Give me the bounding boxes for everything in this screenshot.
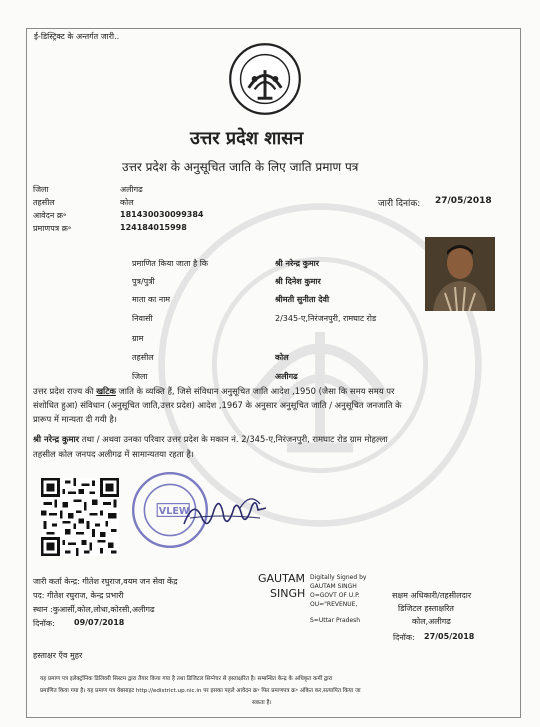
application-number-label: आवेदन क्र॰	[33, 211, 67, 220]
caste-paragraph-suffix: जाति के व्यक्ति हैं, जिसे संविधान अनुसूचित जाति आदेश ,1950 (जैसा कि समय समय पर	[115, 386, 395, 396]
signature-seal-label: हस्ताक्षर एँव मुहर	[33, 651, 83, 660]
applicant-photo	[425, 237, 495, 311]
caste-paragraph-line-3: प्रारूप में मान्यता दी गयी है।	[33, 414, 117, 424]
person-district-label: जिला	[132, 372, 148, 381]
person-district-value: अलीगढ	[275, 372, 298, 381]
district-label: जिला	[33, 185, 49, 194]
residence-person-name: श्री नरेन्द्र कुमार	[33, 434, 80, 444]
caste-paragraph-line-2: संशोधित हुआ) संविधान (अनुसूचित जाति,उत्तर प्रदेश) आदेश ,1967 के अनुसार अनुसूचित जाति / अनुसूचित जनजाति के	[33, 400, 402, 410]
authority-date-value: 27/05/2018	[424, 632, 475, 641]
caste-name: खटिक	[96, 386, 116, 396]
signature-detail-4: OU="REVENUE,	[310, 601, 358, 608]
footer-line-1: यह प्रमाण पत्र इलेक्ट्रॉनिक डिलिवरी सिस्टम द्वारा तैयार किया गया है तथा डिजिटल सिग्नेचर से हस्ताक्षरित है। सम्बन्धित केन्द्र के अधिकृत कर्मी द्वारा	[40, 676, 333, 682]
stamp-text: VLEW	[158, 506, 190, 517]
issue-date-label: जारी दिनांक:	[378, 199, 421, 209]
issuer-center: जारी कर्ता केन्द्र: गीतेश रघुराज,वयम जन सेवा केंद्र	[33, 577, 178, 586]
residence-paragraph-line-1	[33, 434, 388, 445]
caste-paragraph-line-1	[33, 386, 394, 397]
signer-name-line-2: SINGH	[270, 587, 306, 600]
certified-name: श्री नरेन्द्र कुमार	[275, 259, 320, 268]
person-tehsil-value: कोल	[275, 353, 289, 362]
person-tehsil-label: तहसील	[132, 353, 154, 362]
mother-label: माता का नाम	[132, 295, 171, 304]
village-label: ग्राम	[132, 334, 144, 343]
signature-detail-3: O=GOVT OF U.P.	[310, 592, 360, 599]
up-government-emblem	[228, 42, 302, 116]
residence-paragraph-text: तथा / अथवा उनका परिवार उत्तर प्रदेश के मकान नं. 2/345-ए,निरंजनपुरी, रामघाट रोड ग्राम मोहल्ला	[79, 434, 388, 444]
certificate-number-value: 124184015998	[120, 223, 187, 232]
handwritten-signature	[180, 488, 270, 536]
signature-detail-5: S=Uttar Pradesh	[310, 617, 361, 624]
resident-label: निवासी	[132, 314, 153, 323]
application-number-value: 181430030099384	[120, 210, 204, 219]
authority-location: कोल,अलीगढ	[412, 617, 451, 626]
page-subtitle: उत्तर प्रदेश के अनुसूचित जाति के लिए जाति प्रमाण पत्र	[122, 160, 359, 174]
resident-value: 2/345-ए,निरंजनपुरी, रामघाट रोड	[275, 314, 377, 323]
parent-name: श्री दिनेश कुमार	[275, 277, 321, 286]
tehsil-value: कोल	[120, 198, 134, 207]
signer-name-line-1: GAUTAM	[258, 572, 305, 585]
signature-detail-2: GAUTAM SINGH	[310, 583, 357, 590]
caste-paragraph-prefix: उत्तर प्रदेश राज्य की	[33, 386, 97, 396]
certificate-number-label: प्रमाणपत्र क्र॰	[33, 224, 72, 233]
mother-name: श्रीमती सुनीता देवी	[275, 295, 330, 304]
issuer-place: स्थान :कुआर्सी,कोल,लोधा,कोरसी,अलीगढ	[33, 605, 155, 614]
issuer-date-value: 09/07/2018	[74, 618, 125, 627]
certified-label: प्रमाणित किया जाता है कि	[132, 259, 209, 268]
district-value: अलीगढ	[120, 185, 143, 194]
parent-label: पुत्र/पुत्री	[132, 277, 155, 286]
issue-date-value: 27/05/2018	[435, 196, 492, 206]
authority-date-label: दिनॉक:	[393, 633, 415, 642]
issuer-post: पद: गीतेश रघुराज, केन्द्र प्रभारी	[33, 591, 124, 600]
authority-title: सक्षम अधिकारी/तहसीलदार	[392, 591, 472, 600]
authority-digital-signed: डिजिटल हस्ताक्षरित	[398, 604, 454, 613]
applicant-portrait-icon	[425, 237, 495, 311]
footer-line-2: प्रमाणित किया गया है। यह प्रमाण पत्र वेबसाइट http://edistrict.up.nic.in पर इसका पहले आवेदन क्र॰ फिर प्रमाणपत्र क्र॰ अंकित कर,सत्यापित किया जा	[40, 688, 361, 694]
residence-paragraph-line-2: तहसील कोल जनपद अलीगढ में सामान्यतया रहता है।	[33, 449, 194, 459]
qr-code	[40, 478, 120, 556]
footer-line-3: सकता है।	[252, 700, 272, 706]
tehsil-label: तहसील	[33, 198, 55, 207]
header-note: ई-डिस्ट्रिक्ट के अन्तर्गत जारी..	[34, 32, 120, 41]
page-title: उत्तर प्रदेश शासन	[190, 128, 304, 149]
signature-detail-1: Digitally Signed by	[310, 574, 367, 581]
issuer-date-label: दिनॉक:	[33, 619, 55, 628]
